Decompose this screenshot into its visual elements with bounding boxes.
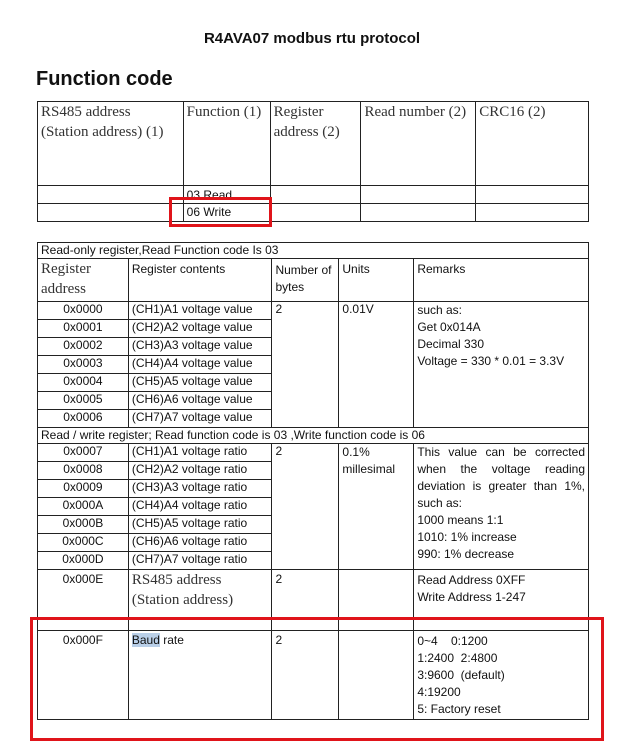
- table-row-address: 0x0001: [38, 320, 129, 338]
- table-row-address: 0x0002: [38, 338, 129, 356]
- table-row-contents: (CH1)A1 voltage ratio: [128, 444, 272, 462]
- units-line: 0.1%: [342, 445, 370, 459]
- contents-rest: rate: [159, 633, 184, 647]
- remark-line: Read Address 0XFF: [417, 573, 526, 587]
- table-row-contents: (CH4)A4 voltage value: [128, 356, 272, 374]
- units-line: millesimal: [342, 462, 396, 476]
- remark-line: 3:9600 (default): [417, 668, 505, 682]
- col-remarks: Remarks: [414, 259, 589, 302]
- table-row-address: 0x0005: [38, 392, 129, 410]
- readonly-bytes: 2: [272, 302, 339, 428]
- readonly-section-label: Read-only register,Read Function code Is 03: [38, 243, 589, 259]
- header-crc16: CRC16 (2): [476, 102, 589, 186]
- remark-line: Write Address 1-247: [417, 590, 526, 604]
- header-register-address: Register address (2): [270, 102, 361, 186]
- station-address-bytes: 2: [272, 570, 339, 631]
- remark-line: 5: Factory reset: [417, 702, 501, 716]
- table-row-contents: (CH2)A2 voltage ratio: [128, 462, 272, 480]
- table-row-address: 0x0007: [38, 444, 129, 462]
- col-register-address: Register address: [38, 259, 129, 302]
- readwrite-section-label: Read / write register; Read function code is 03 ,Write function code is 06: [38, 428, 589, 444]
- col-units: Units: [339, 259, 414, 302]
- col-number-of-bytes: Number of bytes: [272, 259, 339, 302]
- ratio-remarks: [414, 444, 589, 570]
- station-address-contents: RS485 address (Station address): [128, 570, 272, 631]
- section-heading: Function code: [36, 68, 173, 90]
- remark-line: Get 0x014A: [417, 320, 481, 334]
- table-row-contents: (CH1)A1 voltage value: [128, 302, 272, 320]
- table-row-address: 0x0008: [38, 462, 129, 480]
- table-row-contents: (CH7)A7 voltage ratio: [128, 552, 272, 570]
- remark-paragraph: This value can be corrected when the voltage reading deviation is greater than 1%, such as:: [417, 445, 585, 510]
- table-row-address: 0x000A: [38, 498, 129, 516]
- remark-line: such as:: [417, 303, 463, 317]
- table-row-address: 0x0000: [38, 302, 129, 320]
- table-row-address: 0x0006: [38, 410, 129, 428]
- remark-line: 990: 1% decrease: [417, 547, 515, 561]
- remark-line: Voltage = 330 * 0.01 = 3.3V: [417, 354, 565, 368]
- header-read-number: Read number (2): [361, 102, 476, 186]
- remark-line: 0~4 0:1200: [417, 634, 488, 648]
- col-register-contents: Register contents: [128, 259, 272, 302]
- readonly-remarks: [414, 302, 589, 428]
- station-address-register: 0x000E: [38, 570, 129, 631]
- function-write: 06 Write: [183, 204, 270, 222]
- write-function-highlight-box: [169, 197, 272, 227]
- remark-line: Decimal 330: [417, 337, 485, 351]
- table-row-contents: (CH5)A5 voltage value: [128, 374, 272, 392]
- table-row-address: 0x0009: [38, 480, 129, 498]
- table-row-contents: (CH7)A7 voltage value: [128, 410, 272, 428]
- table-row-address: 0x000B: [38, 516, 129, 534]
- header-function: Function (1): [183, 102, 270, 186]
- baud-rate-highlight-box: [30, 617, 604, 741]
- document-title: R4AVA07 modbus rtu protocol: [203, 30, 421, 47]
- remark-line: 1010: 1% increase: [417, 530, 517, 544]
- remark-line: 1:2400 2:4800: [417, 651, 498, 665]
- remark-line: 4:19200: [417, 685, 461, 699]
- baud-rate-register: 0x000F: [38, 631, 129, 720]
- table-row-contents: (CH5)A5 voltage ratio: [128, 516, 272, 534]
- table-row-address: 0x0004: [38, 374, 129, 392]
- table-row-address: 0x000C: [38, 534, 129, 552]
- table-row-contents: (CH2)A2 voltage value: [128, 320, 272, 338]
- remark-line: 1000 means 1:1: [417, 513, 504, 527]
- table-row-contents: (CH3)A3 voltage ratio: [128, 480, 272, 498]
- ratio-bytes: 2: [272, 444, 339, 570]
- table-row-address: 0x000D: [38, 552, 129, 570]
- ratio-units: [339, 444, 414, 570]
- table-row-contents: (CH6)A6 voltage value: [128, 392, 272, 410]
- function-read: 03 Read: [183, 186, 270, 204]
- header-station-address: RS485 address (Station address) (1): [38, 102, 184, 186]
- table-row-contents: (CH6)A6 voltage ratio: [128, 534, 272, 552]
- readonly-units: 0.01V: [339, 302, 414, 428]
- table-row-address: 0x0003: [38, 356, 129, 374]
- table-row-contents: (CH4)A4 voltage ratio: [128, 498, 272, 516]
- table-row-contents: (CH3)A3 voltage value: [128, 338, 272, 356]
- function-code-table: [37, 101, 589, 222]
- highlighted-text: Baud: [131, 633, 160, 647]
- baud-rate-bytes: 2: [272, 631, 339, 720]
